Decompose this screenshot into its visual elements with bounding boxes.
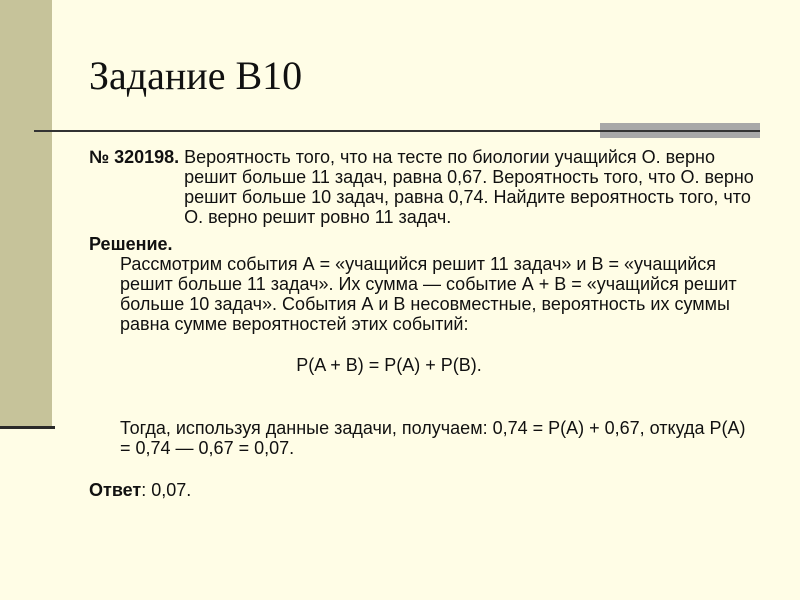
side-bar-bottom-line — [0, 426, 55, 429]
problem-text: Вероятность того, что на тесте по биологии учащийся О. верно решит больше 11 задач, равна 0,67. Вероятность того, что О. верно решит больше 10 задач, равна 0,74. Найдите вероятность того, что О. верно решит ровно 11 задач. — [184, 147, 754, 227]
solution-label: Решение. — [89, 234, 173, 254]
problem-statement — [89, 147, 759, 227]
answer-colon: : — [141, 480, 147, 500]
slide-title: Задание B10 — [89, 53, 303, 98]
solution-conclusion: Тогда, используя данные задачи, получаем: 0,74 = P(A) + 0,67, откуда P(A) = 0,74 — 0,67 = 0,07. — [120, 418, 746, 458]
answer-value: 0,07. — [146, 480, 192, 500]
answer-line — [89, 480, 759, 500]
problem-number: № 320198. — [89, 147, 180, 167]
solution-paragraph: Рассмотрим события А = «учащийся решит 11 задач» и В = «учащийся решит больше 11 задач». Их сумма — событие А + В = «учащийся решит больше 10 задач». События А и В несовместные, вероятность их суммы равна сумме вероятностей этих событий: — [120, 254, 737, 334]
slide-content — [89, 147, 759, 500]
title-rule-line — [34, 130, 760, 132]
answer-label: Ответ — [89, 480, 142, 500]
solution-formula: P(A + B) = P(A) + P(B). — [296, 355, 482, 375]
decorative-side-bar — [0, 0, 52, 428]
